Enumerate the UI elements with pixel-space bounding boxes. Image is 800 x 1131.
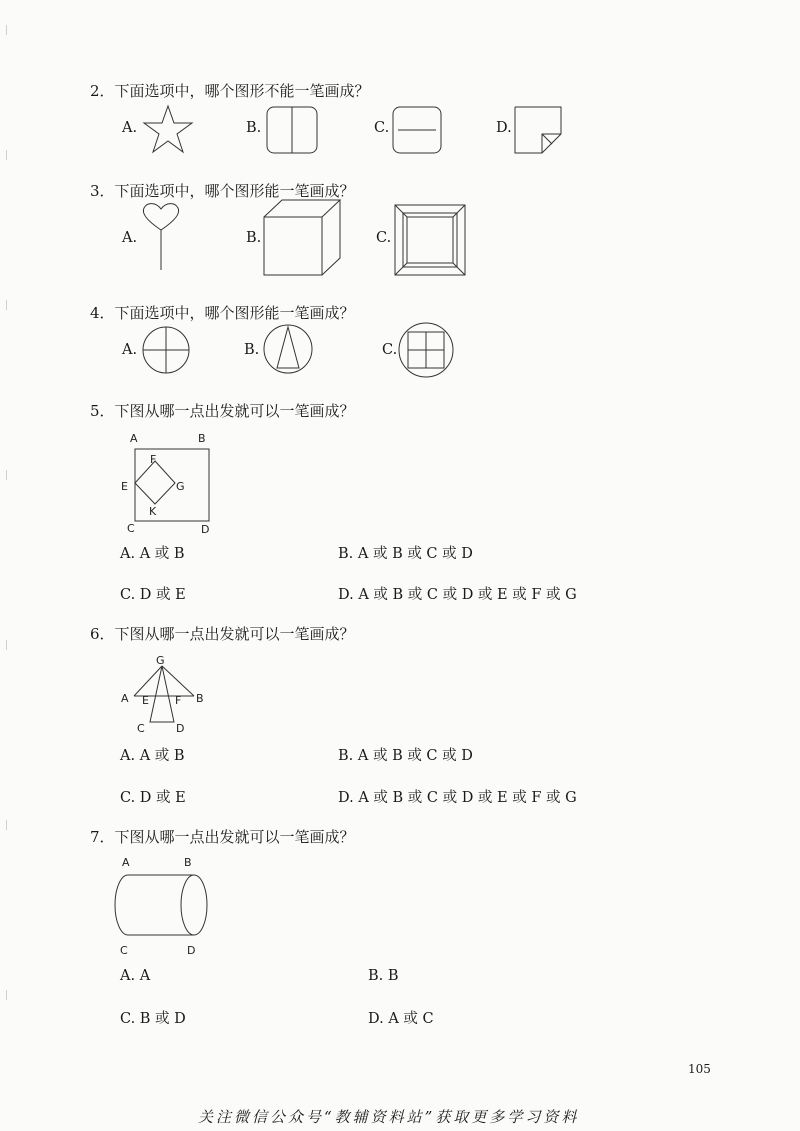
q2-option-c-label: C. xyxy=(374,120,390,136)
q6-point-g: G xyxy=(156,654,165,667)
question-7-stem: 7．下图从哪一点出发就可以一笔画成？ xyxy=(90,828,355,846)
q5-answer-a: A. A 或 B xyxy=(120,546,185,562)
page-number: 105 xyxy=(688,1062,711,1076)
q7-answer-b: B. B xyxy=(368,968,399,984)
q7-point-c: C xyxy=(120,944,128,957)
q5-point-g: G xyxy=(176,480,185,493)
q6-point-d: D xyxy=(176,722,185,735)
question-5-stem: 5．下图从哪一点出发就可以一笔画成？ xyxy=(90,402,355,420)
question-4-stem: 4．下面选项中，哪个图形能一笔画成？ xyxy=(90,304,355,322)
q3-framed-square xyxy=(394,204,466,276)
q6-point-a: A xyxy=(121,692,129,705)
binding-mark xyxy=(6,300,7,310)
q6-point-c: C xyxy=(137,722,145,735)
q4-option-b-label: B. xyxy=(244,342,260,358)
q3-option-b-label: B. xyxy=(246,230,262,246)
q5-point-k: K xyxy=(149,505,157,518)
binding-mark xyxy=(6,640,7,650)
q6-point-e: E xyxy=(142,694,149,707)
q5-point-b: B xyxy=(198,432,206,445)
q6-answer-a: A. A 或 B xyxy=(120,748,185,764)
q6-answer-b: B. A 或 B 或 C 或 D xyxy=(338,748,473,764)
q5-point-f: F xyxy=(150,453,157,466)
binding-mark xyxy=(6,150,7,160)
q2-option-b-label: B. xyxy=(246,120,262,136)
q6-point-b: B xyxy=(196,692,204,705)
binding-mark xyxy=(6,25,7,35)
q3-option-c-label: C. xyxy=(376,230,392,246)
q5-point-d: D xyxy=(201,523,210,536)
q4-circle-with-cross xyxy=(142,326,190,374)
q2-option-d-label: D. xyxy=(496,120,512,136)
q2-option-a-label: A. xyxy=(122,120,138,136)
q5-point-c: C xyxy=(127,522,135,535)
binding-mark xyxy=(6,990,7,1000)
q5-answer-d: D. A 或 B 或 C 或 D 或 E 或 F 或 G xyxy=(338,587,577,603)
q5-answer-b: B. A 或 B 或 C 或 D xyxy=(338,546,473,562)
q7-answer-a: A. A xyxy=(120,968,151,984)
q6-answer-d: D. A 或 B 或 C 或 D 或 E 或 F 或 G xyxy=(338,790,577,806)
q4-circle-with-triangle xyxy=(262,324,314,374)
q5-point-e: E xyxy=(121,480,128,493)
q5-point-a: A xyxy=(130,432,138,445)
binding-mark xyxy=(6,820,7,830)
q7-point-b: B xyxy=(184,856,192,869)
q4-option-c-label: C. xyxy=(382,342,398,358)
q2-star-figure xyxy=(142,104,194,154)
q7-point-d: D xyxy=(187,944,196,957)
q4-option-a-label: A. xyxy=(122,342,138,358)
question-3-stem: 3．下面选项中，哪个图形能一笔画成？ xyxy=(90,182,355,200)
q7-answer-c: C. B 或 D xyxy=(120,1011,186,1027)
q3-cube xyxy=(262,198,342,278)
q7-answer-d: D. A 或 C xyxy=(368,1011,434,1027)
q3-heart-on-stick xyxy=(140,202,182,272)
q6-answer-c: C. D 或 E xyxy=(120,790,186,806)
question-6-stem: 6．下图从哪一点出发就可以一笔画成？ xyxy=(90,625,355,643)
q2-rounded-square-vertical-line xyxy=(266,106,318,154)
q2-folded-corner-square xyxy=(514,106,562,154)
binding-mark xyxy=(6,470,7,480)
q5-answer-c: C. D 或 E xyxy=(120,587,186,603)
question-2-stem: 2．下面选项中，哪个图形不能一笔画成？ xyxy=(90,82,370,100)
q2-rounded-square-horizontal-line xyxy=(392,106,442,154)
footer-watermark: 关注微信公众号“教辅资料站”获取更多学习资料 xyxy=(198,1108,580,1126)
q4-circle-with-grid-square xyxy=(398,322,454,378)
q7-point-a: A xyxy=(122,856,130,869)
q7-cylinder-figure xyxy=(114,874,208,936)
q6-point-f: F xyxy=(175,694,182,707)
q3-option-a-label: A. xyxy=(122,230,138,246)
q5-square-with-diamond-figure xyxy=(134,448,210,522)
